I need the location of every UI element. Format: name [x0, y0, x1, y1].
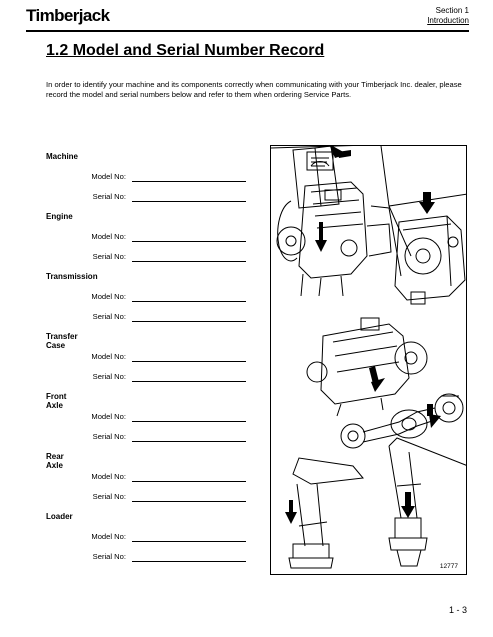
field-label: Model No: — [91, 292, 126, 301]
arrow-front-axle — [427, 404, 441, 428]
transfer-case-serial-field[interactable] — [46, 372, 246, 384]
machine-frame-drawing — [271, 146, 467, 276]
transmission-drawing — [395, 216, 465, 304]
arrow-transmission — [419, 192, 435, 214]
transmission-model-field[interactable] — [46, 292, 246, 304]
write-line[interactable] — [132, 181, 246, 182]
field-label: Model No: — [91, 532, 126, 541]
field-label: Serial No: — [92, 372, 126, 381]
rear-axle-serial-field[interactable] — [46, 492, 246, 504]
write-line[interactable] — [132, 441, 246, 442]
group-title-transmission: Transmission — [46, 272, 98, 281]
figure-id: 12777 — [439, 563, 458, 570]
group-title-machine: Machine — [46, 152, 79, 161]
field-label: Model No: — [91, 412, 126, 421]
group-title-transfer-case: Transfer Case — [46, 332, 78, 350]
components-illustration — [270, 145, 467, 575]
engine-model-field[interactable] — [46, 232, 246, 244]
transfer-case-drawing — [307, 318, 427, 416]
loader-model-field[interactable] — [46, 532, 246, 544]
arrow-transfer-case — [369, 366, 385, 392]
group-title-engine: Engine — [46, 212, 73, 221]
engine-serial-field[interactable] — [46, 252, 246, 264]
write-line[interactable] — [132, 321, 246, 322]
write-line[interactable] — [132, 301, 246, 302]
write-line[interactable] — [132, 261, 246, 262]
arrow-loader-right — [401, 492, 415, 518]
page-title: 1.2 Model and Serial Number Record — [46, 42, 325, 59]
group-title-rear-axle: Rear Axle — [46, 452, 64, 470]
write-line[interactable] — [132, 561, 246, 562]
write-line[interactable] — [132, 381, 246, 382]
write-line[interactable] — [132, 481, 246, 482]
section-name: Introduction — [427, 16, 469, 25]
front-axle-serial-field[interactable] — [46, 432, 246, 444]
transfer-case-model-field[interactable] — [46, 352, 246, 364]
machine-serial-field[interactable] — [46, 192, 246, 204]
write-line[interactable] — [132, 361, 246, 362]
header-divider — [26, 30, 469, 32]
pointer-arrows — [285, 146, 441, 524]
group-title-loader: Loader — [46, 512, 73, 521]
write-line[interactable] — [132, 541, 246, 542]
section-number: Section 1 — [435, 6, 469, 15]
field-label: Serial No: — [92, 432, 126, 441]
loader-boom-drawing — [289, 438, 467, 568]
rear-axle-model-field[interactable] — [46, 472, 246, 484]
machine-model-field[interactable] — [46, 172, 246, 184]
field-label: Serial No: — [92, 312, 126, 321]
field-label: Serial No: — [92, 192, 126, 201]
field-label: Model No: — [91, 472, 126, 481]
field-label: Serial No: — [92, 552, 126, 561]
group-title-front-axle: Front Axle — [46, 392, 67, 410]
field-label: Model No: — [91, 232, 126, 241]
write-line[interactable] — [132, 201, 246, 202]
write-line[interactable] — [132, 501, 246, 502]
brand-logo: Timberjack — [26, 6, 110, 25]
field-label: Model No: — [91, 352, 126, 361]
field-label: Serial No: — [92, 252, 126, 261]
arrow-loader-left — [285, 500, 297, 524]
transmission-serial-field[interactable] — [46, 312, 246, 324]
write-line[interactable] — [132, 241, 246, 242]
arrow-engine — [315, 222, 327, 252]
front-axle-model-field[interactable] — [46, 412, 246, 424]
intro-paragraph: In order to identify your machine and its components correctly when communicating with your Timberjack Inc. dealer, please record the model and serial numbers below and refer to them when ordering Service Parts. — [46, 80, 462, 99]
loader-serial-field[interactable] — [46, 552, 246, 564]
engine-drawing — [277, 162, 391, 297]
field-label: Serial No: — [92, 492, 126, 501]
section-info — [427, 6, 469, 26]
components-line-drawing — [271, 146, 467, 575]
write-line[interactable] — [132, 421, 246, 422]
field-label: Model No: — [91, 172, 126, 181]
page-number: 1 - 3 — [448, 605, 467, 615]
